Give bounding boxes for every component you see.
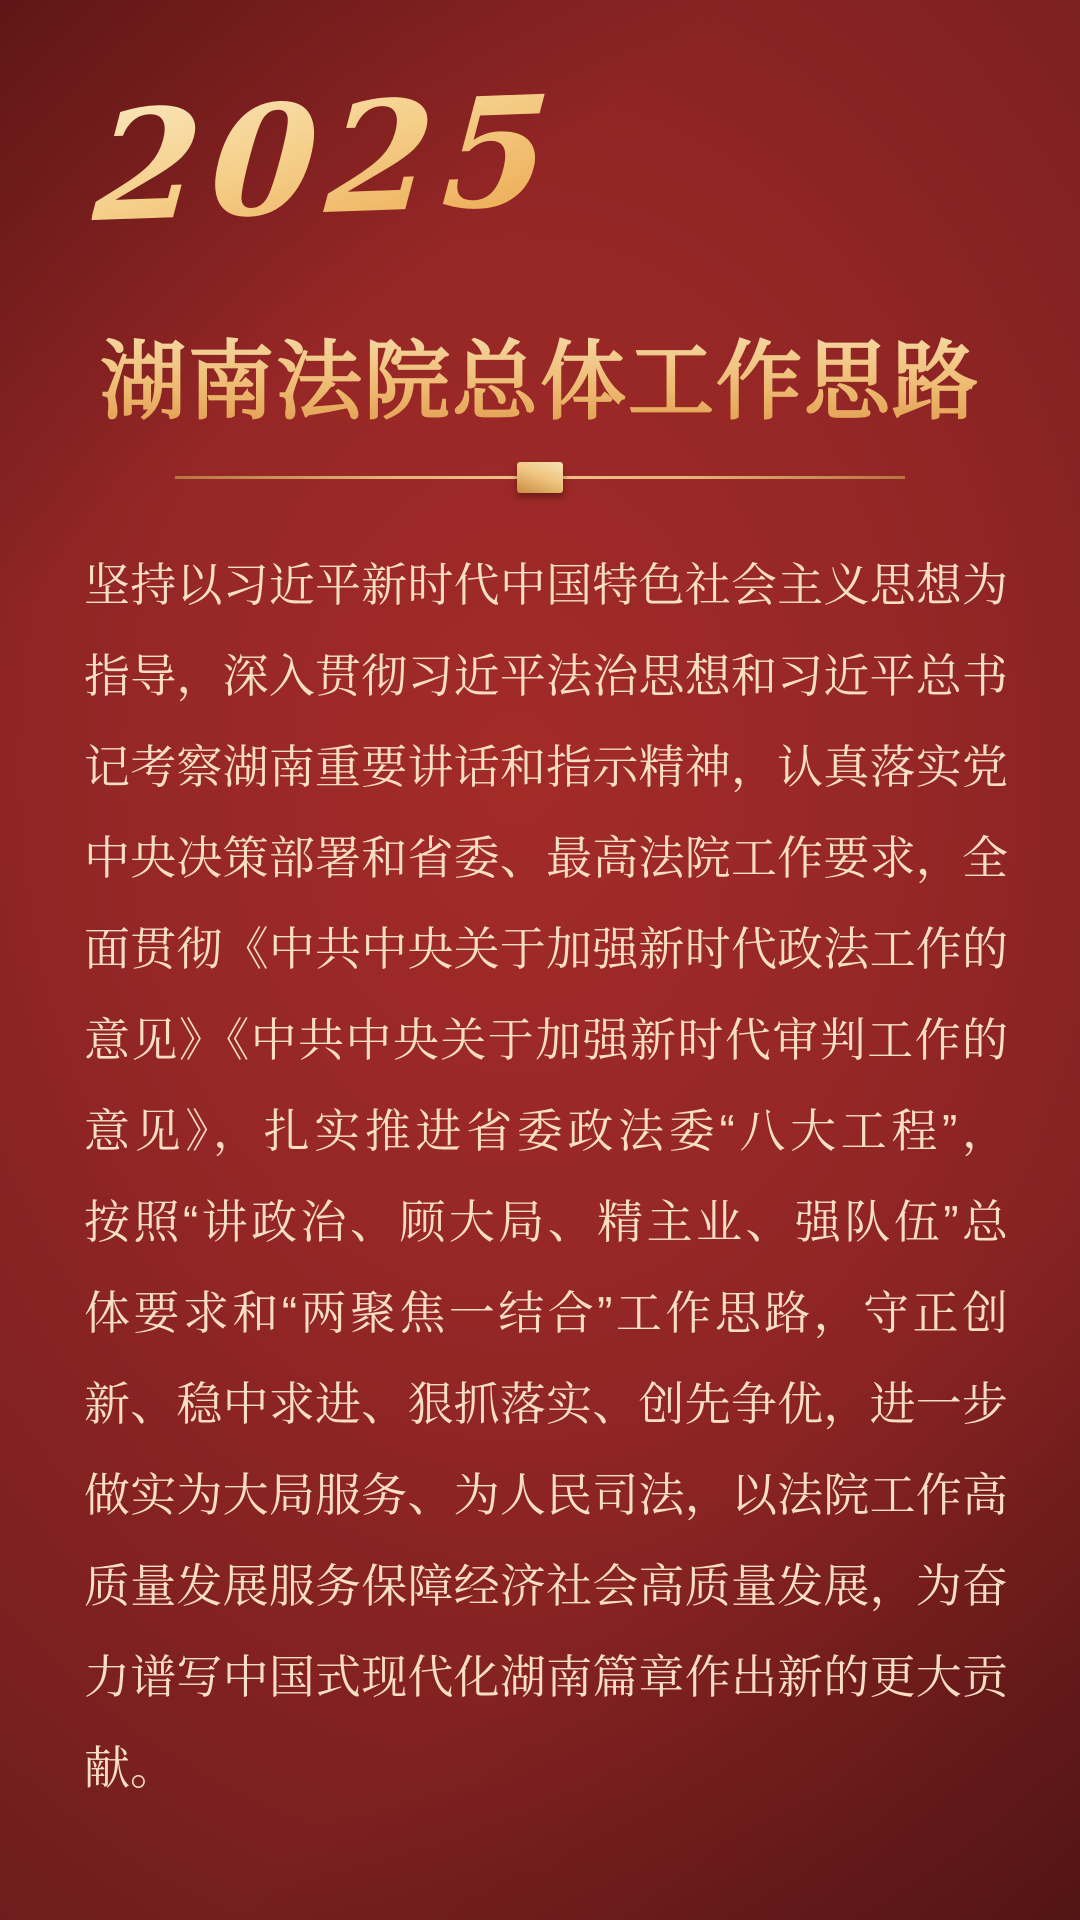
body-line: 体要求和“两聚焦一结合”工作思路，守正创 [84, 1287, 1008, 1339]
body-line: 意见》，扎实推进省委政法委“八大工程”， [84, 1105, 1008, 1157]
body-line: 做实为大局服务、为人民司法，以法院工作高 [84, 1469, 1008, 1521]
year-heading: 2025 [89, 56, 567, 262]
body-line: 指导，深入贯彻习近平法治思想和习近平总书 [84, 650, 1008, 702]
body-line: 新、稳中求进、狠抓落实、创先争优，进一步 [84, 1378, 1008, 1430]
body-line: 坚持以习近平新时代中国特色社会主义思想为 [84, 559, 1008, 611]
body-line: 献。 [84, 1742, 176, 1794]
body-line: 记考察湖南重要讲话和指示精神，认真落实党 [84, 741, 1008, 793]
poster-title: 湖南法院总体工作思路 [0, 332, 1080, 432]
body-line: 力谱写中国式现代化湖南篇章作出新的更大贡 [84, 1651, 1008, 1703]
divider-line [175, 476, 905, 479]
body-line: 中央决策部署和省委、最高法院工作要求，全 [84, 832, 1008, 884]
body-line: 按照“讲政治、顾大局、精主业、强队伍”总 [84, 1196, 1008, 1248]
body-paragraph [84, 540, 1008, 1814]
body-line: 面贯彻《中共中央关于加强新时代政法工作的 [84, 923, 1008, 975]
divider-knob-icon [517, 462, 563, 493]
body-line: 质量发展服务保障经济社会高质量发展，为奋 [84, 1560, 1008, 1612]
body-line: 意见》《中共中央关于加强新时代审判工作的 [84, 1014, 1008, 1066]
